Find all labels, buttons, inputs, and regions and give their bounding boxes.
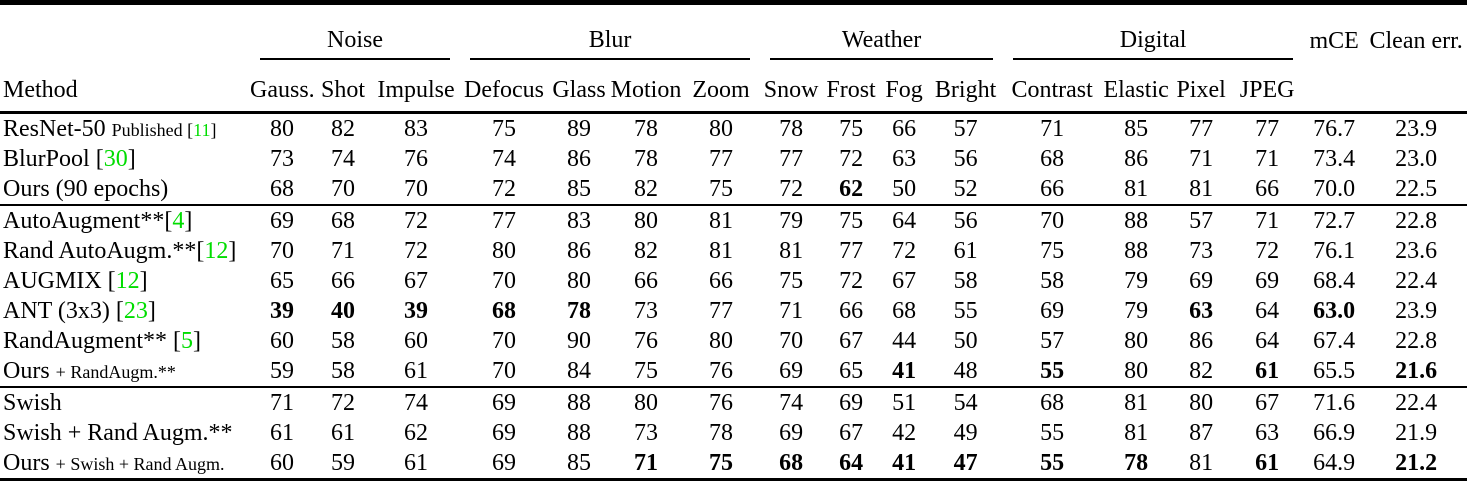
value-cell: 73: [270, 145, 294, 172]
group-label-blur: Blur: [470, 27, 750, 60]
value-cell: 71: [1040, 115, 1065, 142]
value-cell: 88: [548, 387, 610, 418]
col-header-gauss: Gauss.: [250, 60, 314, 113]
value-cell: 77: [839, 237, 864, 264]
value-cell: 44: [892, 327, 917, 354]
citation-link[interactable]: 23: [123, 297, 148, 324]
col-header-jpeg: JPEG: [1231, 60, 1303, 113]
table-row: [0, 236, 1467, 266]
value-cell: 90: [567, 327, 592, 354]
value-cell: 80: [610, 205, 682, 236]
value-cell: 82: [331, 115, 355, 142]
method-cell: [0, 418, 250, 448]
value-cell: 77: [1189, 115, 1214, 142]
value-cell: 71: [634, 449, 659, 476]
value-cell: 75: [709, 449, 734, 476]
value-cell: 88: [1101, 205, 1171, 236]
value-cell: 75: [492, 115, 517, 142]
column-header-row: [0, 60, 1467, 113]
value-cell: 73: [634, 419, 659, 446]
method-cell: [0, 326, 250, 356]
value-cell: 78: [634, 145, 659, 172]
value-cell: 47: [953, 449, 978, 476]
value-cell: 81: [1189, 175, 1214, 202]
col-header-frost: Frost: [822, 60, 880, 113]
value-cell: 67: [404, 267, 428, 294]
value-cell: 74: [331, 145, 355, 172]
value-cell: 78: [1124, 449, 1149, 476]
mce-cell: 76.1: [1313, 237, 1356, 264]
table-row: [0, 266, 1467, 296]
value-cell: 68: [492, 297, 517, 324]
method-label: Ours: [3, 357, 50, 384]
value-cell: 52: [953, 175, 978, 202]
value-cell: 58: [1040, 267, 1065, 294]
value-cell: 69: [779, 419, 804, 446]
mce-cell: 72.7: [1303, 205, 1365, 236]
value-cell: 49: [953, 419, 978, 446]
method-cell: [0, 387, 250, 418]
citation-link[interactable]: 5: [180, 327, 193, 354]
value-cell: 77: [779, 145, 804, 172]
value-cell: 42: [892, 419, 917, 446]
value-cell: 63: [1189, 297, 1214, 324]
value-cell: 61: [404, 449, 428, 476]
value-cell: 70: [779, 327, 804, 354]
mce-cell: 68.4: [1313, 267, 1356, 294]
value-cell: 57: [1040, 327, 1065, 354]
mce-cell: 66.9: [1313, 419, 1356, 446]
method-label: Ours: [3, 449, 50, 476]
value-cell: 64: [880, 205, 928, 236]
citation-link[interactable]: 30: [103, 145, 128, 172]
value-cell: 81: [1189, 449, 1214, 476]
citation-link[interactable]: 12: [204, 237, 229, 264]
value-cell: 78: [567, 297, 592, 324]
value-cell: 71: [1231, 205, 1303, 236]
value-cell: 79: [1124, 297, 1149, 324]
value-cell: 75: [822, 205, 880, 236]
value-cell: 61: [270, 419, 294, 446]
value-cell: 69: [250, 205, 314, 236]
value-cell: 72: [1255, 237, 1280, 264]
citation: [5]: [166, 327, 201, 354]
value-cell: 60: [270, 327, 294, 354]
mce-cell: 73.4: [1313, 145, 1356, 172]
value-cell: 87: [1189, 419, 1214, 446]
value-cell: 54: [928, 387, 1003, 418]
table-row: [0, 356, 1467, 387]
table-row: [0, 205, 1467, 236]
mce-header-spacer: [1303, 60, 1365, 113]
value-cell: 70: [270, 237, 294, 264]
value-cell: 69: [1255, 267, 1280, 294]
value-cell: 79: [1124, 267, 1149, 294]
value-cell: 75: [634, 357, 659, 384]
method-cell: [0, 356, 250, 387]
value-cell: 69: [1040, 297, 1065, 324]
value-cell: 84: [567, 357, 592, 384]
value-cell: 81: [1124, 175, 1149, 202]
value-cell: 82: [1189, 357, 1214, 384]
value-cell: 55: [1040, 419, 1065, 446]
clean-err-cell: 22.8: [1365, 205, 1467, 236]
value-cell: 70: [492, 267, 517, 294]
value-cell: 78: [709, 419, 734, 446]
table-header: [0, 3, 1467, 113]
group-label-digital: Digital: [1013, 27, 1293, 60]
mce-cell: 70.0: [1313, 175, 1356, 202]
value-cell: 69: [460, 387, 548, 418]
method-label: RandAugment**: [3, 327, 167, 354]
value-cell: 88: [567, 419, 592, 446]
value-cell: 75: [1040, 237, 1065, 264]
method-cell: [0, 113, 250, 145]
method-label: AutoAugment**: [3, 207, 165, 234]
mce-cell: 64.9: [1313, 449, 1356, 476]
method-label: BlurPool: [3, 145, 90, 172]
value-cell: 74: [372, 387, 460, 418]
value-cell: 89: [567, 115, 592, 142]
table-row: [0, 144, 1467, 174]
value-cell: 72: [892, 237, 917, 264]
value-cell: 69: [492, 449, 517, 476]
table-row: [0, 113, 1467, 145]
value-cell: 81: [779, 237, 804, 264]
mce-header: mCE: [1309, 28, 1359, 54]
value-cell: 75: [779, 267, 804, 294]
value-cell: 62: [404, 419, 428, 446]
value-cell: 85: [1124, 115, 1149, 142]
value-cell: 56: [928, 205, 1003, 236]
value-cell: 80: [1171, 387, 1231, 418]
method-label: Swish: [3, 389, 62, 416]
value-cell: 55: [953, 297, 978, 324]
col-header-elastic: Elastic: [1101, 60, 1171, 113]
value-cell: 61: [404, 357, 428, 384]
col-header-motion: Motion: [610, 60, 682, 113]
value-cell: 81: [682, 205, 760, 236]
value-cell: 71: [250, 387, 314, 418]
value-cell: 72: [404, 237, 428, 264]
value-cell: 68: [1040, 145, 1065, 172]
value-cell: 50: [953, 327, 978, 354]
value-cell: 70: [492, 327, 517, 354]
citation: [4]: [164, 207, 193, 234]
col-header-contrast: Contrast: [1003, 60, 1101, 113]
method-header: Method: [0, 60, 250, 113]
value-cell: 83: [404, 115, 428, 142]
value-cell: 63: [1255, 419, 1280, 446]
clean-err-cell: 21.2: [1395, 449, 1438, 476]
value-cell: 58: [331, 327, 355, 354]
value-cell: 67: [839, 419, 864, 446]
citation: [23]: [109, 297, 156, 324]
group-header-weather: [760, 3, 1003, 61]
method-cell: [0, 236, 250, 266]
value-cell: 80: [492, 237, 517, 264]
method-label: ResNet-50: [3, 115, 106, 142]
value-cell: 78: [779, 115, 804, 142]
method-cell: [0, 144, 250, 174]
value-cell: 68: [270, 175, 294, 202]
value-cell: 76: [682, 387, 760, 418]
value-cell: 80: [1124, 357, 1149, 384]
value-cell: 86: [567, 145, 592, 172]
clean-err-cell: 22.8: [1395, 327, 1438, 354]
corner-cell: [0, 3, 250, 61]
value-cell: 85: [567, 175, 592, 202]
value-cell: 59: [270, 357, 294, 384]
value-cell: 67: [839, 327, 864, 354]
value-cell: 79: [760, 205, 822, 236]
value-cell: 76: [634, 327, 659, 354]
value-cell: 67: [892, 267, 917, 294]
value-cell: 72: [372, 205, 460, 236]
method-cell: [0, 174, 250, 205]
value-cell: 81: [709, 237, 734, 264]
citation-link[interactable]: 11: [193, 119, 211, 140]
value-cell: 61: [1255, 357, 1280, 384]
mce-cell: 65.5: [1313, 357, 1356, 384]
value-cell: 65: [839, 357, 864, 384]
mce-cell: 67.4: [1313, 327, 1356, 354]
value-cell: 71: [331, 237, 355, 264]
group-label-noise: Noise: [260, 27, 450, 60]
value-cell: 80: [1124, 327, 1149, 354]
value-cell: 72: [839, 267, 864, 294]
value-cell: 66: [331, 267, 355, 294]
value-cell: 74: [492, 145, 517, 172]
value-cell: 68: [779, 449, 804, 476]
value-cell: 73: [1189, 237, 1214, 264]
value-cell: 77: [709, 145, 734, 172]
method-sublabel: + RandAugm.**: [55, 361, 176, 382]
value-cell: 48: [953, 357, 978, 384]
value-cell: 83: [548, 205, 610, 236]
value-cell: 72: [839, 145, 864, 172]
clean-err-cell: 23.9: [1395, 297, 1438, 324]
value-cell: 82: [634, 237, 659, 264]
clean-err-cell: 23.0: [1395, 145, 1438, 172]
value-cell: 76: [404, 145, 428, 172]
value-cell: 66: [839, 297, 864, 324]
citation-link[interactable]: 4: [172, 207, 185, 234]
value-cell: 68: [892, 297, 917, 324]
value-cell: 56: [953, 145, 978, 172]
value-cell: 55: [1040, 449, 1065, 476]
table-row: [0, 387, 1467, 418]
value-cell: 70: [1003, 205, 1101, 236]
col-header-bright: Bright: [928, 60, 1003, 113]
table-row: [0, 448, 1467, 481]
value-cell: 66: [892, 115, 917, 142]
value-cell: 80: [709, 327, 734, 354]
table-row: [0, 174, 1467, 205]
value-cell: 72: [314, 387, 372, 418]
group-header-row: [0, 3, 1467, 61]
group-header-noise: [250, 3, 460, 61]
method-cell: [0, 296, 250, 326]
value-cell: 39: [404, 297, 428, 324]
group-header-digital: [1003, 3, 1303, 61]
col-header-impulse: Impulse: [372, 60, 460, 113]
mce-cell: 63.0: [1313, 297, 1356, 324]
value-cell: 78: [634, 115, 659, 142]
method-label: Ours (90 epochs): [3, 175, 169, 202]
method-cell: [0, 266, 250, 296]
value-cell: 69: [822, 387, 880, 418]
value-cell: 57: [1171, 205, 1231, 236]
method-label: Rand AutoAugm.**: [3, 237, 197, 264]
value-cell: 80: [270, 115, 294, 142]
value-cell: 60: [270, 449, 294, 476]
col-header-zoom: Zoom: [682, 60, 760, 113]
clean-err-cell: 22.4: [1395, 267, 1438, 294]
value-cell: 86: [1189, 327, 1214, 354]
method-label: Swish + Rand Augm.**: [3, 419, 233, 446]
value-cell: 80: [709, 115, 734, 142]
method-sublabel: + Swish + Rand Augm.: [55, 453, 225, 474]
method-label: ANT (3x3): [3, 297, 110, 324]
value-cell: 86: [567, 237, 592, 264]
method-cell: [0, 205, 250, 236]
clean-err-cell: 21.6: [1395, 357, 1438, 384]
col-header-pixel: Pixel: [1171, 60, 1231, 113]
value-cell: 68: [314, 205, 372, 236]
value-cell: 41: [892, 357, 917, 384]
value-cell: 74: [760, 387, 822, 418]
value-cell: 66: [1255, 175, 1280, 202]
value-cell: 69: [779, 357, 804, 384]
value-cell: 64: [839, 449, 864, 476]
value-cell: 76: [709, 357, 734, 384]
value-cell: 60: [404, 327, 428, 354]
value-cell: 85: [567, 449, 592, 476]
value-cell: 70: [492, 357, 517, 384]
value-cell: 75: [839, 115, 864, 142]
col-header-shot: Shot: [314, 60, 372, 113]
value-cell: 81: [1101, 387, 1171, 418]
value-cell: 40: [331, 297, 355, 324]
value-cell: 71: [1255, 145, 1280, 172]
value-cell: 77: [709, 297, 734, 324]
value-cell: 75: [709, 175, 734, 202]
citation: [12]: [101, 267, 148, 294]
value-cell: 66: [634, 267, 659, 294]
citation: [11]: [182, 119, 217, 140]
clean-err-cell: 22.4: [1365, 387, 1467, 418]
value-cell: 69: [492, 419, 517, 446]
value-cell: 57: [953, 115, 978, 142]
value-cell: 67: [1231, 387, 1303, 418]
value-cell: 65: [270, 267, 294, 294]
table-row: [0, 296, 1467, 326]
value-cell: 68: [1003, 387, 1101, 418]
clean-err-cell: 21.9: [1395, 419, 1438, 446]
value-cell: 39: [270, 297, 294, 324]
clean-err-header: Clean err.: [1369, 28, 1463, 54]
mce-cell: 76.7: [1313, 115, 1356, 142]
clean-err-header-spacer: [1365, 60, 1467, 113]
citation: [30]: [89, 145, 136, 172]
value-cell: 58: [331, 357, 355, 384]
col-header-defocus: Defocus: [460, 60, 548, 113]
value-cell: 88: [1124, 237, 1149, 264]
value-cell: 71: [1189, 145, 1214, 172]
value-cell: 51: [880, 387, 928, 418]
value-cell: 81: [1124, 419, 1149, 446]
value-cell: 58: [953, 267, 978, 294]
group-label-weather: Weather: [770, 27, 993, 60]
value-cell: 63: [892, 145, 917, 172]
value-cell: 77: [1255, 115, 1280, 142]
value-cell: 50: [892, 175, 917, 202]
value-cell: 72: [779, 175, 804, 202]
value-cell: 80: [610, 387, 682, 418]
clean-err-cell: 23.6: [1395, 237, 1438, 264]
col-header-glass: Glass: [548, 60, 610, 113]
value-cell: 62: [839, 175, 864, 202]
value-cell: 77: [460, 205, 548, 236]
method-label: AUGMIX: [3, 267, 102, 294]
value-cell: 72: [492, 175, 517, 202]
clean-err-cell: 23.9: [1395, 115, 1438, 142]
value-cell: 61: [331, 419, 355, 446]
col-header-fog: Fog: [880, 60, 928, 113]
value-cell: 69: [1189, 267, 1214, 294]
value-cell: 64: [1255, 327, 1280, 354]
value-cell: 64: [1255, 297, 1280, 324]
value-cell: 82: [634, 175, 659, 202]
mce-cell: 71.6: [1303, 387, 1365, 418]
citation-link[interactable]: 12: [115, 267, 140, 294]
value-cell: 55: [1040, 357, 1065, 384]
col-header-snow: Snow: [760, 60, 822, 113]
table-body: [0, 113, 1467, 481]
value-cell: 61: [1255, 449, 1280, 476]
value-cell: 70: [404, 175, 428, 202]
value-cell: 86: [1124, 145, 1149, 172]
value-cell: 66: [1040, 175, 1065, 202]
method-cell: [0, 448, 250, 481]
value-cell: 66: [709, 267, 734, 294]
value-cell: 41: [892, 449, 917, 476]
value-cell: 80: [567, 267, 592, 294]
value-cell: 61: [953, 237, 978, 264]
clean-err-cell: 22.5: [1395, 175, 1438, 202]
value-cell: 71: [779, 297, 804, 324]
value-cell: 73: [634, 297, 659, 324]
table-row: [0, 418, 1467, 448]
value-cell: 59: [331, 449, 355, 476]
value-cell: 70: [331, 175, 355, 202]
method-sublabel: Published: [111, 119, 183, 140]
group-header-blur: [460, 3, 760, 61]
citation: [12]: [196, 237, 237, 264]
table-row: [0, 326, 1467, 356]
